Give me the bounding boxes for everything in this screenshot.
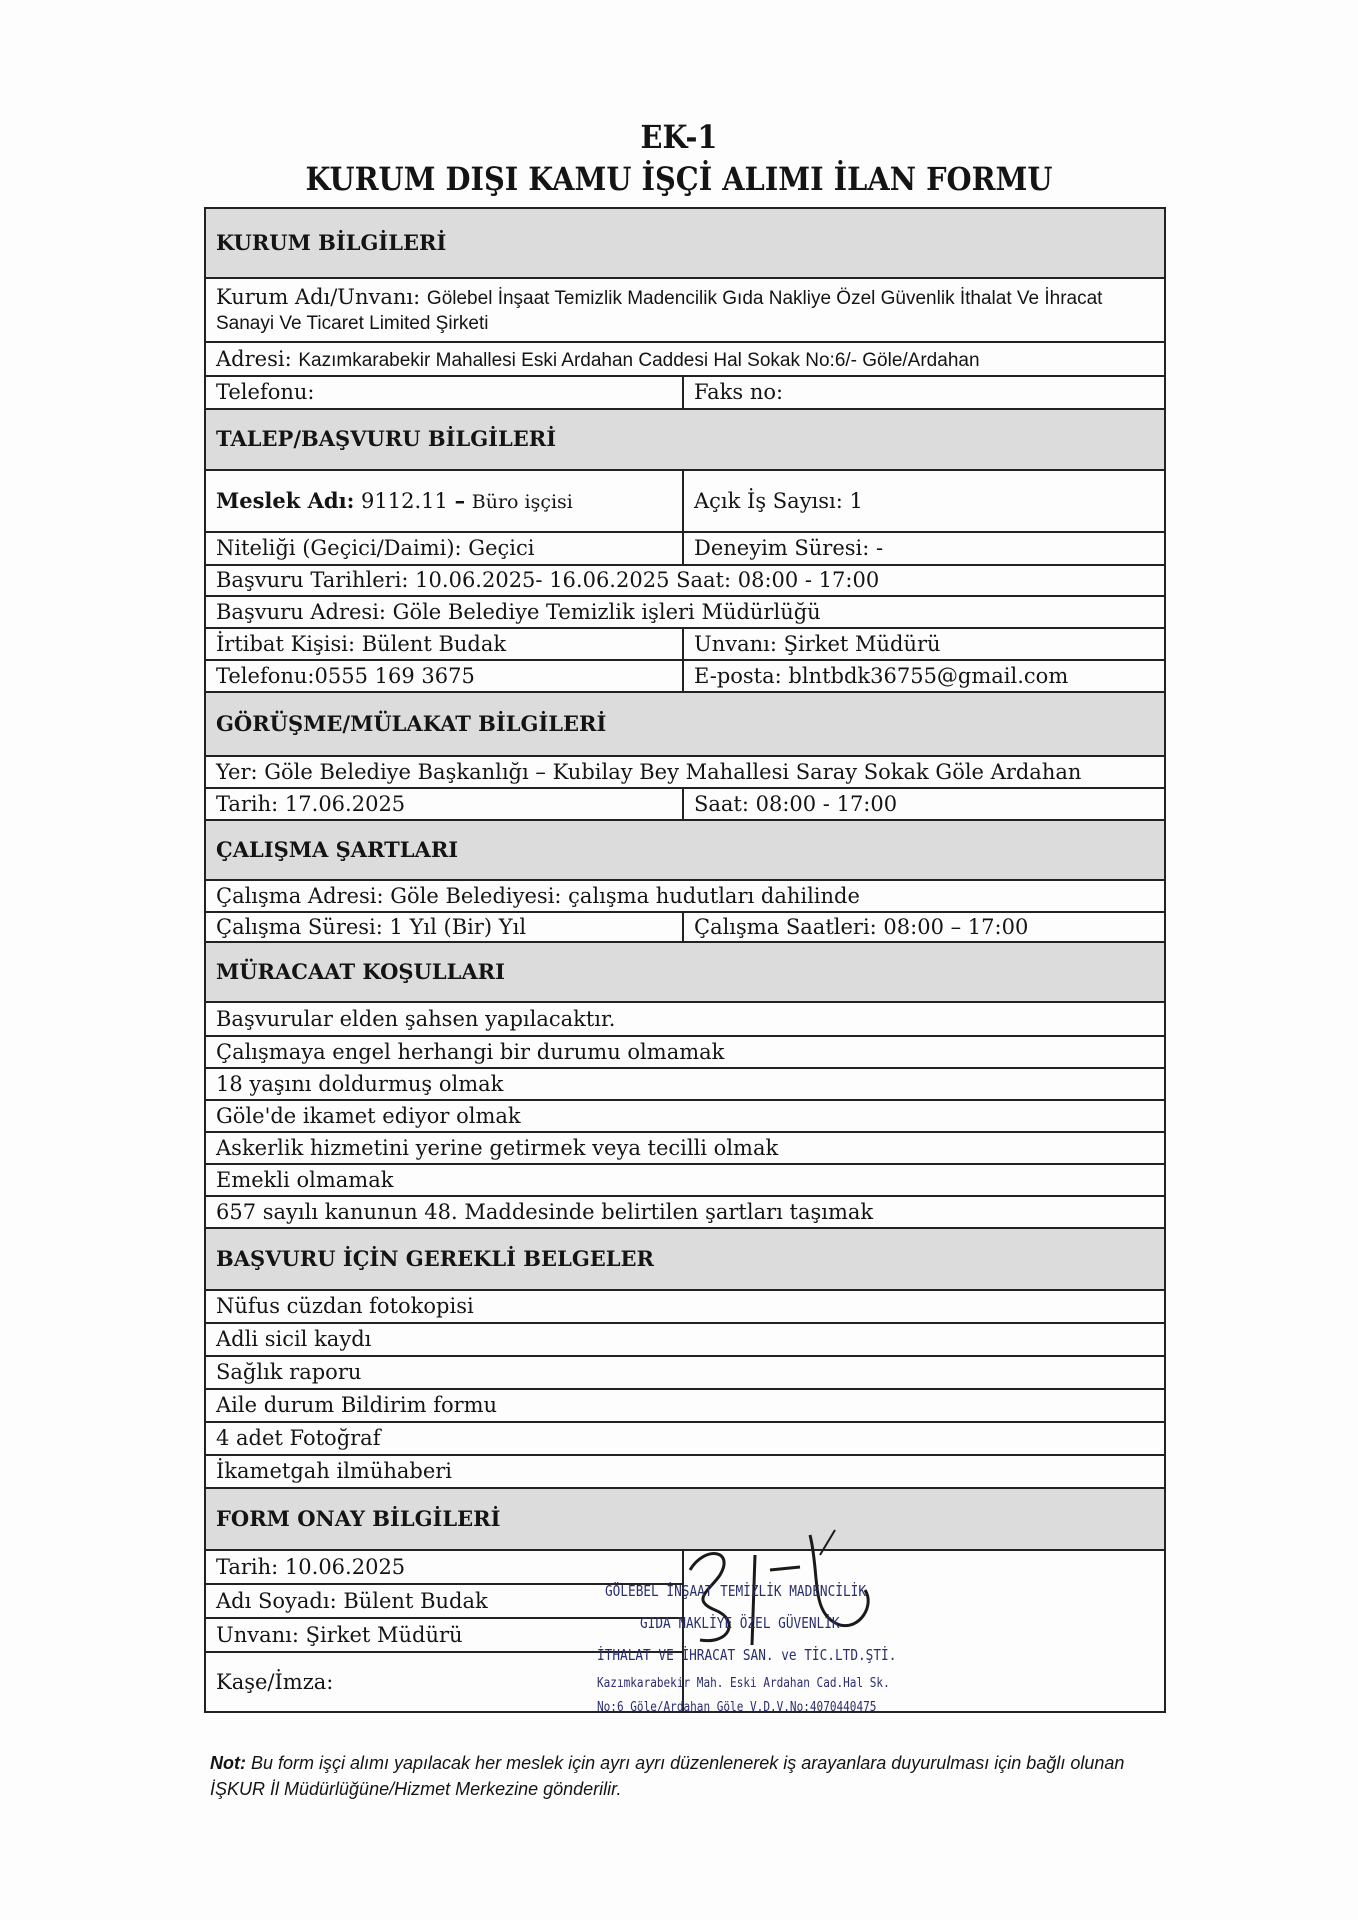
- meslek-code: 9112.11: [361, 488, 448, 513]
- footnote-text: Bu form işçi alımı yapılacak her meslek için ayrı ayrı düzenlenerek iş arayanlara duyurulması için bağlı olunan İŞKUR İl Müdürlüğüne/Hizmet Merkezine gönderilir.: [210, 1753, 1125, 1800]
- muracaat-item: Çalışmaya engel herhangi bir durumu olmamak: [205, 1036, 1165, 1068]
- belge-item: 4 adet Fotoğraf: [205, 1422, 1165, 1455]
- stamp-line: No:6 Göle/Ardahan Göle V.D.V.No:4070440475: [597, 1700, 877, 1715]
- kurum-adi-row: [205, 278, 1165, 342]
- muracaat-item: 657 sayılı kanunun 48. Maddesinde belirtilen şartları taşımak: [205, 1196, 1165, 1228]
- stamp-line: İTHALAT VE İHRACAT SAN. ve TİC.LTD.ŞTİ.: [597, 1646, 897, 1664]
- onay-adi-soyadi: Adı Soyadı: Bülent Budak: [205, 1584, 683, 1618]
- footnote-label: Not:: [210, 1753, 246, 1773]
- section-kurum: KURUM BİLGİLERİ: [205, 208, 1165, 278]
- kurum-adres-value: Kazımkarabekir Mahallesi Eski Ardahan Caddesi Hal Sokak No:6/- Göle/Ardahan: [298, 349, 980, 371]
- section-onay: FORM ONAY BİLGİLERİ: [205, 1488, 1165, 1550]
- muracaat-item: 18 yaşını doldurmuş olmak: [205, 1068, 1165, 1100]
- section-muracaat: MÜRACAAT KOŞULLARI: [205, 942, 1165, 1002]
- kurum-adres-row: [205, 342, 1165, 376]
- section-belgeler: BAŞVURU İÇİN GEREKLİ BELGELER: [205, 1228, 1165, 1290]
- basvuru-tarihleri: Başvuru Tarihleri: 10.06.2025- 16.06.2025 Saat: 08:00 - 17:00: [205, 565, 1165, 596]
- irtibat-telefonu: Telefonu:0555 169 3675: [205, 660, 683, 692]
- kurum-adi-label: Kurum Adı/Unvanı:: [216, 285, 421, 310]
- company-stamp: [575, 1570, 995, 1740]
- footnote: [210, 1750, 1160, 1802]
- application-form-table: [204, 207, 1166, 1713]
- deneyim-suresi: Deneyim Süresi: -: [683, 532, 1165, 565]
- meslek-dash: –: [454, 487, 466, 513]
- calisma-adresi: Çalışma Adresi: Göle Belediyesi: çalışma hudutları dahilinde: [205, 880, 1165, 912]
- kurum-faks: Faks no:: [683, 376, 1165, 409]
- gorusme-saat: Saat: 08:00 - 17:00: [683, 788, 1165, 820]
- document-title: KURUM DIŞI KAMU İŞÇİ ALIMI İLAN FORMU: [305, 160, 1053, 198]
- onay-kase-imza: Kaşe/İmza:: [205, 1652, 683, 1712]
- meslek-adi-label: Meslek Adı:: [216, 487, 355, 513]
- onay-tarih: Tarih: 10.06.2025: [205, 1550, 683, 1584]
- irtibat-kisisi: İrtibat Kişisi: Bülent Budak: [205, 628, 683, 660]
- kurum-adres-label: Adresi:: [216, 346, 292, 371]
- acik-is-sayisi: Açık İş Sayısı: 1: [683, 470, 1165, 532]
- gorusme-tarih: Tarih: 17.06.2025: [205, 788, 683, 820]
- meslek-name: Büro işçisi: [471, 490, 573, 513]
- kurum-telefon: Telefonu:: [205, 376, 683, 409]
- section-calisma: ÇALIŞMA ŞARTLARI: [205, 820, 1165, 880]
- muracaat-item: Emekli olmamak: [205, 1164, 1165, 1196]
- belge-item: Adli sicil kaydı: [205, 1323, 1165, 1356]
- stamp-line: GÖLEBEL İNŞAAT TEMİZLİK MADENCİLİK: [605, 1582, 866, 1600]
- onay-unvani: Unvanı: Şirket Müdürü: [205, 1618, 683, 1652]
- irtibat-unvani: Unvanı: Şirket Müdürü: [683, 628, 1165, 660]
- meslek-adi: [205, 470, 683, 532]
- muracaat-item: Göle'de ikamet ediyor olmak: [205, 1100, 1165, 1132]
- section-talep: TALEP/BAŞVURU BİLGİLERİ: [205, 409, 1165, 470]
- irtibat-eposta: E-posta: blntbdk36755@gmail.com: [683, 660, 1165, 692]
- belge-item: İkametgah ilmühaberi: [205, 1455, 1165, 1488]
- basvuru-adresi: Başvuru Adresi: Göle Belediye Temizlik işleri Müdürlüğü: [205, 596, 1165, 628]
- niteligi: Niteliği (Geçici/Daimi): Geçici: [205, 532, 683, 565]
- belge-item: Nüfus cüzdan fotokopisi: [205, 1290, 1165, 1323]
- stamp-line: Kazımkarabekir Mah. Eski Ardahan Cad.Hal Sk.: [597, 1676, 890, 1691]
- section-gorusme: GÖRÜŞME/MÜLAKAT BİLGİLERİ: [205, 692, 1165, 756]
- stamp-line: GIDA NAKLİYE ÖZEL GÜVENLİK: [640, 1614, 840, 1632]
- calisma-suresi: Çalışma Süresi: 1 Yıl (Bir) Yıl: [205, 912, 683, 942]
- calisma-saatleri: Çalışma Saatleri: 08:00 – 17:00: [683, 912, 1165, 942]
- document-code: EK-1: [640, 118, 718, 156]
- muracaat-item: Başvurular elden şahsen yapılacaktır.: [205, 1002, 1165, 1036]
- kurum-adi-value: Gölebel İnşaat Temizlik Madencilik Gıda Nakliye Özel Güvenlik İthalat Ve İhracat Sanayi Ve Ticaret Limited Şirketi: [216, 288, 1103, 334]
- belge-item: Sağlık raporu: [205, 1356, 1165, 1389]
- gorusme-yer: Yer: Göle Belediye Başkanlığı – Kubilay Bey Mahallesi Saray Sokak Göle Ardahan: [205, 756, 1165, 788]
- belge-item: Aile durum Bildirim formu: [205, 1389, 1165, 1422]
- muracaat-item: Askerlik hizmetini yerine getirmek veya tecilli olmak: [205, 1132, 1165, 1164]
